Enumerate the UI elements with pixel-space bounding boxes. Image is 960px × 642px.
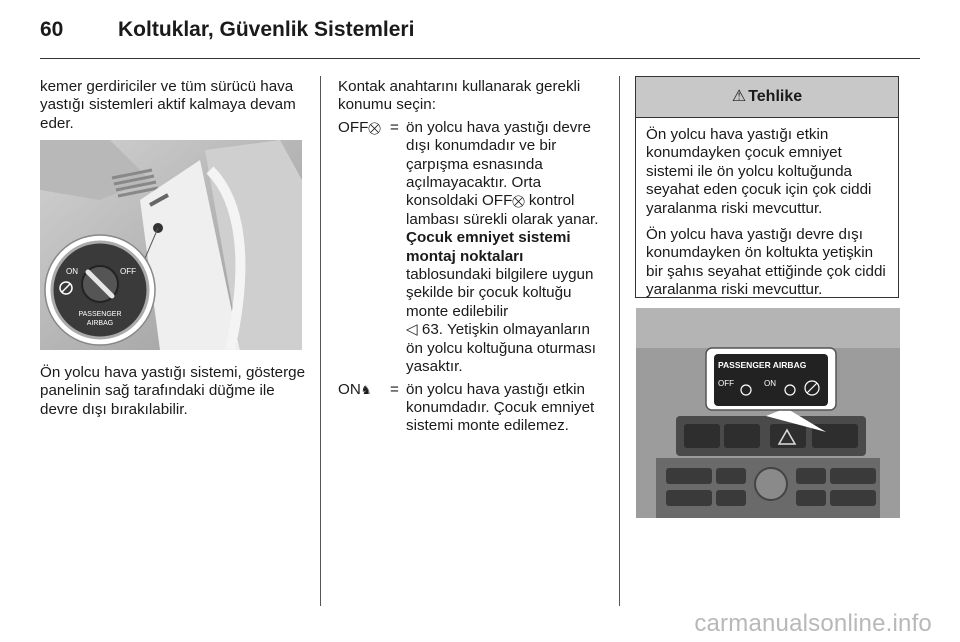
off-desc-page-ref: 63. Yetişkin olmayanların ön yolcu koltuğuna oturması yasaktır. <box>406 321 596 376</box>
photo-passenger-label: PASSENGER <box>78 311 122 318</box>
off-entry <box>338 119 608 377</box>
column-divider-right <box>619 76 620 606</box>
console-on-label: ON <box>764 379 776 388</box>
danger-paragraph-2: Ön yolcu hava yastığı devre dışı konumdayken ön koltukta yetişkin bir şahıs seyahat ettiğinde çok ciddi yaralanma riski mevcuttur. <box>646 226 886 299</box>
warning-triangle-icon: ⚠ <box>731 87 747 105</box>
off-equals: = <box>390 118 399 136</box>
off-key-label: OFF <box>338 118 369 136</box>
child-seat-icon: ⛒ <box>512 194 525 209</box>
danger-body <box>636 118 898 300</box>
danger-paragraph-1: Ön yolcu hava yastığı etkin konumdayken çocuk emniyet sistemi ile ön yolcu koltuğunda seyahat eden çocuk için çok ciddi yaralanma riski mevcuttur. <box>646 126 872 217</box>
page-header <box>40 18 414 48</box>
column2-intro: Kontak anahtarını kullanarak gerekli konumu seçin: <box>338 78 581 114</box>
airbag-person-icon: ♞ <box>360 382 372 397</box>
column2 <box>338 78 608 436</box>
airbag-key-switch-photo <box>40 140 302 350</box>
watermark: carmanualsonline.info <box>694 610 932 637</box>
off-key <box>338 119 390 377</box>
photo-on-label: ON <box>66 267 78 276</box>
danger-title: Tehlike <box>748 87 803 105</box>
console-passenger-airbag-label: PASSENGER AIRBAG <box>718 360 807 370</box>
on-key-label: ON <box>338 380 361 398</box>
column-divider-left <box>320 76 321 606</box>
off-desc-part3: tablosundaki bilgilere uygun şekilde bir çocuk koltuğu monte edilebilir <box>406 266 594 320</box>
child-seat-icon: ⛒ <box>368 120 381 135</box>
off-desc-bold-reference: Çocuk emniyet sistemi montaj noktaları <box>406 229 571 265</box>
on-key <box>338 381 390 436</box>
on-equals: = <box>390 380 399 398</box>
column1-intro: kemer gerdiriciler ve tüm sürücü hava yastığı sistemleri aktif kalmaya devam eder. <box>40 78 296 132</box>
on-description: ön yolcu hava yastığı etkin konumdadır. Çocuk emniyet sistemi monte edilemez. <box>406 380 595 435</box>
page-reference-arrow-icon: ◁ <box>406 321 418 339</box>
danger-box <box>635 76 899 298</box>
page-number: 60 <box>40 18 64 41</box>
off-desc-part2: kontrol lambası sürekli olarak yanar. <box>406 192 599 228</box>
photo-off-label: OFF <box>120 267 136 276</box>
header-rule <box>40 58 920 59</box>
chapter-title: Koltuklar, Güvenlik Sistemleri <box>118 18 415 41</box>
off-desc-part1: ön yolcu hava yastığı devre dışı konumdadır ve bir çarpışma esnasında açılmayacaktır. Orta konsoldaki OFF <box>406 118 591 210</box>
photo-airbag-label: AIRBAG <box>86 320 114 327</box>
center-console-airbag-lamp-photo <box>636 308 900 518</box>
off-description <box>406 119 608 377</box>
danger-header <box>636 77 898 118</box>
console-off-label: OFF <box>718 379 734 388</box>
on-entry <box>338 381 608 436</box>
photo-caption: Ön yolcu hava yastığı sistemi, gösterge panelinin sağ tarafındaki düğme ile devre dışı bırakılabilir. <box>40 364 306 418</box>
